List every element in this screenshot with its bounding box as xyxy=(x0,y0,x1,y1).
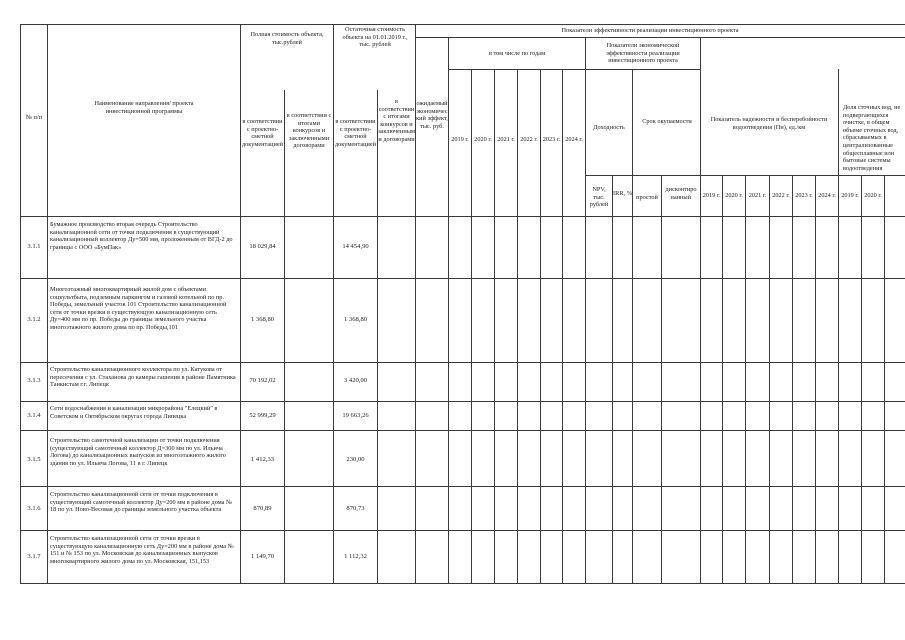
header-rel-year-2020: 2020 г. xyxy=(725,192,743,199)
header-year-2024: 2024 г. xyxy=(565,136,583,143)
col-border xyxy=(20,24,21,584)
col-border xyxy=(377,90,378,584)
col-border xyxy=(494,69,495,584)
row-number: 3.1.4 xyxy=(27,412,41,419)
header-profit: Доходность xyxy=(593,124,625,131)
header-by-years: в том числе по годам xyxy=(488,50,546,57)
col-border xyxy=(333,24,334,584)
row-name: Сети водоснабжения и канализации микрорайона "Елецкий" в Советском и Октябрьском округах города Липецка xyxy=(50,405,218,420)
col-border xyxy=(815,175,816,584)
table-bottom-border xyxy=(20,583,905,584)
row-residual: 19 663,26 xyxy=(342,412,369,419)
row-residual: 230,00 xyxy=(346,456,365,463)
row-number: 3.1.2 xyxy=(27,316,41,323)
header-share: Доля сточных вод, не подвергающихся очистке, в общем объеме сточных вод, сбрасываемых в централизованные общесплавные или бытовые системы водоотведения xyxy=(843,104,901,172)
header-expected: ожидаемый экономический эффект, тыс. руб. xyxy=(416,100,448,130)
row-cost-proj: 1 368,80 xyxy=(250,316,275,323)
header-rel-year-2024: 2024 г. xyxy=(818,192,836,199)
header-res-contract: в соответствии с итогами конкурсов и заключенными договорами xyxy=(378,98,415,143)
col-border xyxy=(448,37,449,584)
header-year-2021: 2021 г. xyxy=(497,136,515,143)
row-name: Строительство самотечной канализации от точки подключения (существующий самотечный коллектор Д=300 мм по ул. Ильича Логова) до канализационных выпусков из многоэтажного жилого здания по ул. Ильича Логова, 11 в г. Липецк xyxy=(50,437,226,467)
col-border xyxy=(745,175,746,584)
row-cost-proj: 1 149,70 xyxy=(250,553,275,560)
row-name: Бумажное производство вторая очередь Строительство канализационной сети от точки подключения в существующий канализационный коллектор Ду=500 мм, проложенным от ВГД-2 до границы с ООО «БумПак» xyxy=(50,221,233,251)
header-rel-year-2023: 2023 г. xyxy=(795,192,813,199)
row-border xyxy=(20,401,905,402)
col-border xyxy=(562,69,563,584)
row-border xyxy=(20,278,905,279)
row-name: Строительство канализационной сети от точки подключения в существующий самотечный коллектор Ду=200 мм в районе дома № 18 по ул. Ново-Весовая до границы земельного участка объекта xyxy=(50,491,233,514)
col-border xyxy=(861,175,862,584)
header-cost-contract: в соответствии с итогами конкурсов и заключенными договорами xyxy=(286,112,332,150)
row-cost-proj: 870,89 xyxy=(253,505,272,512)
header-year-2023: 2023 г. xyxy=(542,136,561,143)
header-bottom-border xyxy=(20,216,905,217)
row-name: Строительство канализационного коллектора по ул. Катукова от пересечения с ул. Стаханова до камеры гашения в районе Памятника Танкистам г.г. Липецк xyxy=(50,366,236,389)
row-name: Строительство канализационной сети от точки врезки в существующую канализационную сеть Ду=200 мм в районе дома № 151 и № 153 по ул. Московская до канализационных выпусков многоквартирного жилого дома по ул. Московская, 151,153 xyxy=(50,535,234,565)
row-residual: 1 112,32 xyxy=(344,553,367,560)
header-rel-year-2022: 2022 г. xyxy=(772,192,790,199)
header-year-2020: 2020 г. xyxy=(474,136,492,143)
header-simple: простой xyxy=(636,194,658,201)
col-border xyxy=(585,37,586,584)
row-cost-proj: 70 192,02 xyxy=(249,377,276,384)
header-reliability: Показатель надежности и бесперебойности водоотведения (Пн), ед./км xyxy=(710,116,828,131)
col-border xyxy=(632,69,633,584)
row-number: 3.1.7 xyxy=(27,553,41,560)
header-year-2019: 2019 г. xyxy=(451,136,469,143)
header-name: Наименование направления/ проекта инвестиционной программы xyxy=(94,100,194,115)
header-no: № п/п xyxy=(25,114,43,121)
col-border xyxy=(612,175,613,584)
col-border xyxy=(240,24,241,584)
col-border xyxy=(540,69,541,584)
col-border xyxy=(47,24,48,584)
col-border xyxy=(769,175,770,584)
header-irr: IRR, % xyxy=(613,190,632,197)
row-number: 3.1.3 xyxy=(27,377,41,384)
row-cost-proj: 52 999,29 xyxy=(249,412,276,419)
col-border xyxy=(722,175,723,584)
header-npv: NPV, тыс. рублей xyxy=(589,186,609,209)
table-top-border xyxy=(20,24,905,25)
col-border xyxy=(792,175,793,584)
row-border xyxy=(20,530,905,531)
header-discount: дисконтированный xyxy=(665,186,697,201)
row-border xyxy=(20,486,905,487)
header-rule xyxy=(415,37,905,38)
header-indicators: Показатели эффективности реализации инвестиционного проекта xyxy=(561,27,739,34)
row-number: 3.1.5 xyxy=(27,456,41,463)
col-border xyxy=(700,37,701,584)
col-border xyxy=(884,175,885,584)
header-cost-proj: в соответствии с проектно-сметной документацией xyxy=(241,118,284,148)
header-rel-year-2021: 2021 г. xyxy=(748,192,767,199)
row-cost-proj: 1 412,33 xyxy=(250,456,275,463)
header-payback: Срок окупаемости xyxy=(642,118,692,125)
col-border xyxy=(838,69,839,584)
row-residual: 1 368,80 xyxy=(343,316,368,323)
header-year-2022: 2022 г. xyxy=(520,136,538,143)
header-share-year-2019: 2019 г. xyxy=(841,192,859,199)
row-number: 3.1.1 xyxy=(27,243,41,250)
row-cost-proj: 18 029,84 xyxy=(249,243,276,250)
col-border xyxy=(661,175,662,584)
row-border xyxy=(20,430,905,431)
row-border xyxy=(20,362,905,363)
header-econ: Показатели экономической эффективности реализации инвестиционного проекта xyxy=(606,42,680,65)
row-residual: 870,73 xyxy=(346,505,365,512)
col-border xyxy=(471,69,472,584)
header-rel-year-2019: 2019 г. xyxy=(702,192,721,199)
header-cost: Полная стоимость объекта, тыс.рублей xyxy=(250,31,324,46)
header-res-proj: в соответствии с проектно-сметной документацией xyxy=(334,118,377,148)
col-border xyxy=(517,69,518,584)
row-residual: 3 420,00 xyxy=(343,377,368,384)
header-share-year-2020: 2020 г. xyxy=(864,192,882,199)
header-rule xyxy=(585,69,700,70)
header-residual: Остаточная стоимость объекта на 01.01.2019 г., тыс. рублей xyxy=(342,26,408,49)
col-border xyxy=(284,90,285,584)
row-name: Многоэтажный многоквартирный жилой дом с объектами соцкультбыта, подземным паркингом и газовой котельной по пр. Победы, земельный участок 101 Строительство канализационной сети от точки врезки в существующую канализационную сеть Ду=400 мм по пр. Победы до границы земельного участка многоэтажного жилого дома по пр. Победы,101 xyxy=(50,286,227,331)
row-number: 3.1.6 xyxy=(27,505,41,512)
row-residual: 14 454,90 xyxy=(342,243,369,250)
